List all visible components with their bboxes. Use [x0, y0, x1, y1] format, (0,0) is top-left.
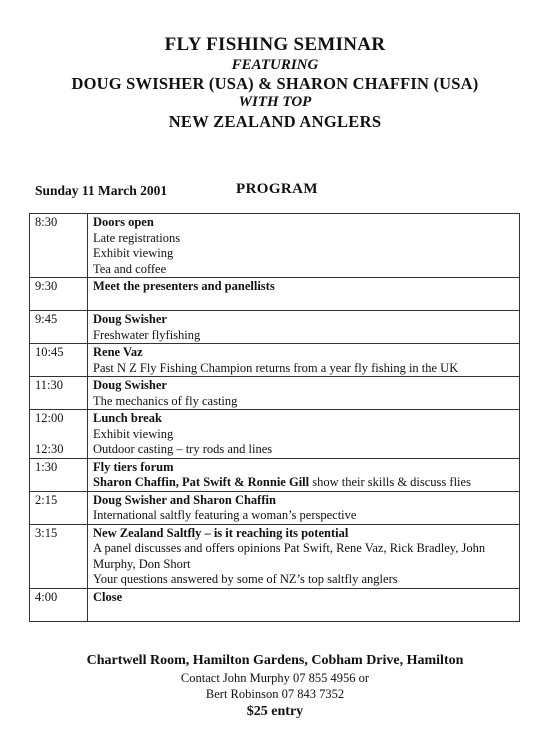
schedule-details-cell	[88, 588, 520, 621]
schedule-row	[30, 214, 520, 278]
session-line: Your questions answered by some of NZ’s top saltfly anglers	[93, 572, 398, 586]
session-line: Murphy, Don Short	[93, 556, 191, 571]
schedule-time: 12:00	[35, 411, 64, 425]
schedule-row	[30, 377, 520, 410]
session-line: Late registrations	[93, 230, 181, 245]
session-line: Past N Z Fly Fishing Champion returns from a year fly fishing in the UK	[93, 360, 459, 375]
schedule-details-cell	[88, 524, 520, 588]
schedule-time: 8:30	[35, 215, 58, 229]
entry-fee: $25 entry	[246, 704, 304, 719]
session-line: Exhibit viewing	[93, 246, 174, 260]
session-title: Doug Swisher	[93, 312, 167, 326]
featured-presenters: DOUG SWISHER (USA) & SHARON CHAFFIN (USA)	[71, 74, 479, 93]
program-schedule-table	[29, 213, 520, 622]
session-title: New Zealand Saltfly – is it reaching its potential	[93, 525, 349, 540]
schedule-details-cell	[88, 491, 520, 524]
schedule-details-cell	[88, 344, 520, 377]
fly-tiers-description: show their skills & discuss flies	[309, 475, 471, 489]
session-line: Tea and coffee	[93, 261, 167, 276]
session-title: Meet the presenters and panellists	[93, 279, 275, 293]
flyer-footer	[0, 652, 550, 722]
venue-address: Chartwell Room, Hamilton Gardens, Cobham Drive, Hamilton	[86, 653, 464, 668]
schedule-details-cell	[88, 377, 520, 410]
schedule-time: 1:30	[35, 459, 58, 474]
schedule-time-cell	[30, 491, 88, 524]
schedule-time-cell	[30, 214, 88, 278]
session-line: Exhibit viewing	[93, 426, 174, 441]
row-spacer	[93, 605, 514, 621]
session-line	[93, 475, 514, 491]
schedule-details-cell	[88, 311, 520, 344]
schedule-time-cell	[30, 344, 88, 377]
row-spacer	[93, 295, 514, 311]
schedule-time: 2:15	[35, 492, 58, 507]
schedule-time-cell	[30, 524, 88, 588]
schedule-row	[30, 278, 520, 311]
session-line: The mechanics of fly casting	[93, 393, 238, 408]
schedule-time: 10:45	[35, 345, 64, 359]
schedule-details-cell	[88, 278, 520, 311]
session-title: Fly tiers forum	[93, 459, 174, 474]
row-spacer	[35, 427, 82, 443]
schedule-time-cell	[30, 588, 88, 621]
schedule-details-cell	[88, 214, 520, 278]
schedule-time: 9:45	[35, 312, 58, 326]
schedule-time-cell	[30, 278, 88, 311]
schedule-details-cell	[88, 410, 520, 459]
featuring-label: FEATURING	[231, 57, 319, 73]
schedule-row	[30, 524, 520, 588]
session-line: A panel discusses and offers opinions Pat Swift, Rene Vaz, Rick Bradley, John	[93, 541, 486, 555]
session-title: Rene Vaz	[93, 345, 143, 359]
schedule-time-cell	[30, 458, 88, 491]
session-line: International saltfly featuring a woman’s perspective	[93, 508, 357, 522]
session-line: Outdoor casting – try rods and lines	[93, 442, 273, 456]
fly-tiers-names: Sharon Chaffin, Pat Swift & Ronnie Gill	[93, 475, 310, 489]
schedule-row	[30, 491, 520, 524]
schedule-time: 4:00	[35, 589, 58, 604]
session-title: Doug Swisher and Sharon Chaffin	[93, 492, 276, 507]
event-date: Sunday 11 March 2001	[35, 183, 168, 198]
session-title: Doug Swisher	[93, 378, 167, 392]
schedule-time-cell	[30, 410, 88, 459]
contact-line: Bert Robinson 07 843 7352	[205, 687, 345, 701]
schedule-row	[30, 410, 520, 459]
schedule-row	[30, 311, 520, 344]
schedule-row	[30, 344, 520, 377]
schedule-time-secondary: 12:30	[35, 442, 64, 456]
schedule-details-cell	[88, 458, 520, 491]
schedule-time-cell	[30, 377, 88, 410]
schedule-time: 3:15	[35, 525, 58, 540]
flyer-header	[0, 34, 550, 132]
schedule-time-cell	[30, 311, 88, 344]
schedule-row	[30, 458, 520, 491]
session-title: Doors open	[93, 215, 154, 229]
seminar-title: FLY FISHING SEMINAR	[164, 34, 386, 55]
schedule-time: 11:30	[35, 378, 64, 392]
session-line: Freshwater flyfishing	[93, 327, 201, 342]
contact-line: Contact John Murphy 07 855 4956 or	[180, 671, 370, 685]
nz-anglers-label: NEW ZEALAND ANGLERS	[168, 112, 382, 131]
program-heading: PROGRAM	[236, 181, 318, 197]
schedule-time: 9:30	[35, 279, 58, 293]
schedule-row	[30, 588, 520, 621]
session-title: Lunch break	[93, 411, 162, 425]
with-top-label: WITH TOP	[238, 94, 312, 110]
session-title: Close	[93, 589, 123, 604]
